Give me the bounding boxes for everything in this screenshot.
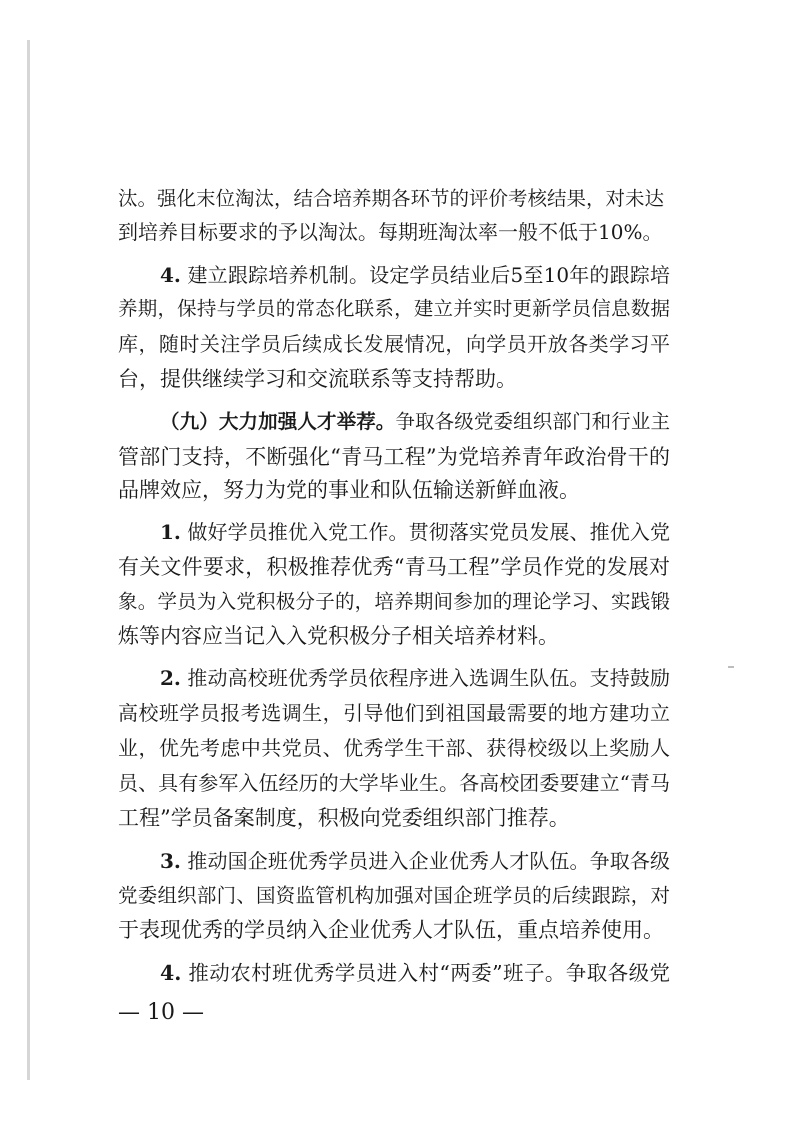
text-line-4: 养期，保持与学员的常态化联系，建立并实时更新学员信息数据 [118,297,670,320]
text-line-19: 3. 推动国企班优秀学员进入企业优秀人才队伍。争取各级 [160,849,670,873]
text-line-14: 2. 推动高校班优秀学员依程序进入选调生队伍。支持鼓励 [160,666,670,690]
text-line-5: 库，随时关注学员后续成长发展情况，向学员开放各类学习平 [118,332,670,356]
text-line-6: 台，提供继续学习和交流联系等支持帮助。 [118,367,517,391]
scan-binding-edge [27,40,30,1080]
text-line-16: 业，优先考虑中共党员、优秀学生干部、获得校级以上奖励人 [118,736,670,760]
section-heading: （九）大力加强人才举荐。 [160,410,396,433]
text-line-15: 高校班学员报考选调生，引导他们到祖国最需要的地方建功立 [118,701,670,725]
text-line-10: 1. 做好学员推优入党工作。贯彻落实党员发展、推优入党 [160,520,670,544]
text-line-1: 汰。强化末位淘汰，结合培养期各环节的评价考核结果，对未达 [118,187,665,210]
text-line-11: 有关文件要求，积极推荐优秀“青马工程”学员作党的发展对 [118,555,670,579]
text-line-12: 象。学员为入党积极分子的，培养期间参加的理论学习、实践锻 [118,590,670,613]
text-line-2: 到培养目标要求的予以淘汰。每期班淘汰率一般不低于10%。 [118,220,663,244]
text-line-18: 工程”学员备案制度，积极向党委组织部门推荐。 [118,806,570,830]
text-line-9: 品牌效应，努力为党的事业和队伍输送新鲜血液。 [118,478,580,502]
scan-speck [728,666,734,668]
text-line-21: 于表现优秀的学员纳入企业优秀人才队伍，重点培养使用。 [118,918,664,942]
text-line-7: （九）大力加强人才举荐。争取各级党委组织部门和行业主 [160,410,670,433]
text-line-20: 党委组织部门、国资监管机构加强对国企班学员的后续跟踪，对 [118,884,670,907]
text-line-3: 4. 建立跟踪培养机制。设定学员结业后5至10年的跟踪培 [160,263,670,287]
text-line-8: 管部门支持，不断强化“青马工程”为党培养青年政治骨干的 [118,445,670,469]
text-line-13: 炼等内容应当记入入党积极分子相关培养材料。 [118,624,559,648]
text-line-22: 4. 推动农村班优秀学员进入村“两委”班子。争取各级党 [160,961,670,985]
page-number: — 10 — [118,1000,204,1025]
text-line-17: 员、具有参军入伍经历的大学毕业生。各高校团委要建立“青马 [118,771,670,795]
